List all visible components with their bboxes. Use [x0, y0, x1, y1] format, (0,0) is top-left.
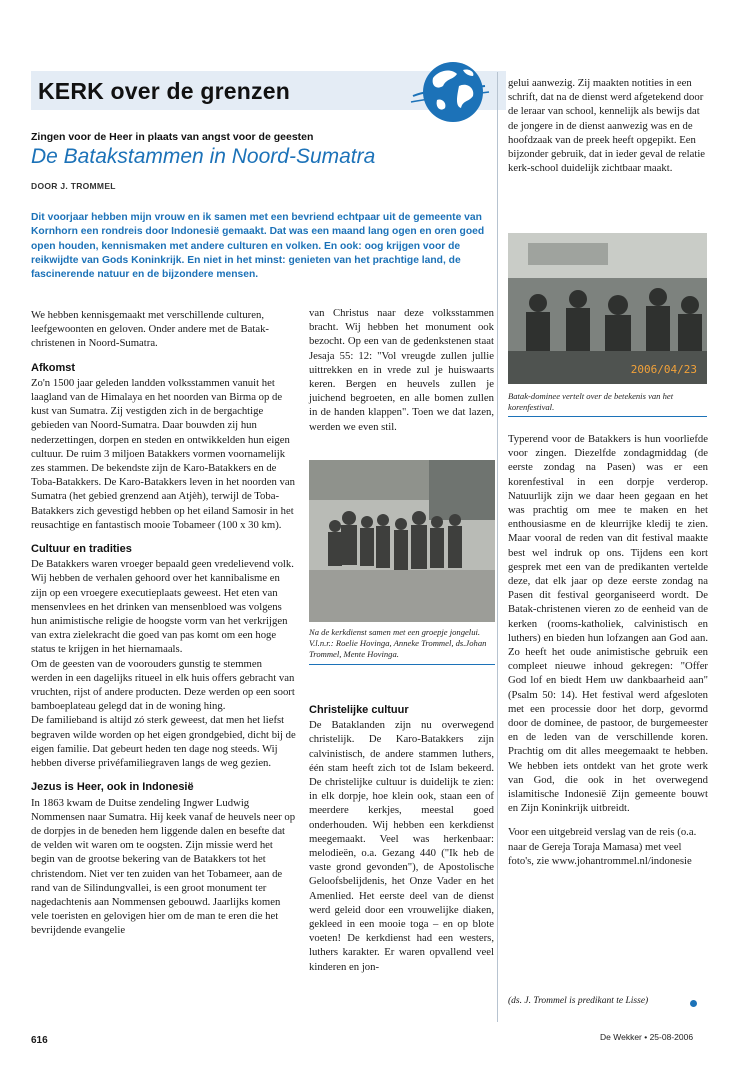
paragraph: gelui aanwezig. Zij maakten notities in een schrift, dat na de dienst werd afgetekend door de leraar van school, kennelijk als bewijs dat de jongere in de dienst aanwezig was en de hoofdzaak van de preek heeft opgepikt. Een bijzonder gebruik, dat in ieder geval de relatie kerk-school duidelijk zichtbaar maakt.	[508, 77, 706, 175]
paragraph: Zo'n 1500 jaar geleden landden volksstammen vanuit het laagland van de Himalaya en het noorden van Birma op de kust van Sumatra. Zij vestigden zich in de bergachtige gebieden van Noord-Sumatra. Daar bouwden zij hun nederzettingen, dorpen en steden en ontwikkelden hun eigen cultuur. De ruim 3 miljoen Batakkers vormen voornamelijk zes stammen. De bekendste zijn de Karo-Batakkers en de Toba-Batakkers. De Karo-Batakkers leven in het noorden van Sumatra (het gebied grenzend aan Atjèh), terwijl de Toba-Batakkers zich gevestigd hebben op het eiland Samosir in het reusachtige en fantastisch mooie Tobameer (100 x 30 km).	[31, 376, 295, 531]
paragraph: De Batakkers waren vroeger bepaald geen vredelievend volk. Wij hebben de verhalen gehoord over het kannibalisme en zijn op een vroegere executieplaats geweest. Het eten van mensenvlees en het drinken van mensenbloed was volgens hun animistische religie de hoogste vorm van het verkrijgen van extra zielekracht die goed van pas komt om een hoge status te krijgen in het hiernamaals.	[31, 558, 294, 656]
column-2-top	[309, 306, 494, 434]
column-3-bottom	[508, 432, 708, 868]
festival-photo	[508, 233, 707, 384]
column-1	[31, 308, 296, 938]
paragraph: De Bataklanden zijn nu overwegend christelijk. De Karo-Batakkers zijn calvinistisch, de andere stammen luthers, één stam heeft zich tot de Islam bekeerd. De christelijke cultuur is duidelijk te zien: in elk dorpje, hoe klein ook, staan een of meerdere kerkjes, meestal goed onderhouden. Wij hebben een kerkdienst meegemaakt. Veel was herkenbaar: melodieën, o.a. Gezang 440 ("Ik heb de vaste grond gevonden"), de Apostolische Geloofsbelijdenis, het Onze Vader en het Amenlied. Het eerste deel van de dienst werd geleid door een vrouwelijke diaken, gekleed in een mooie toga – en op blote voeten! De kerkdienst had een westers, luthers karakter. Er waren opvallend veel kinderen en jon-	[309, 719, 494, 973]
photo-date-stamp: 2006/04/23	[630, 363, 697, 376]
page-number: 616	[31, 1035, 48, 1046]
group-photo	[309, 460, 495, 622]
paragraph: Voor een uitgebreid verslag van de reis (o.a. naar de Gereja Toraja Mamasa) met veel foto's, zie www.johantrommel.nl/indonesie	[508, 826, 697, 867]
caption-text: Batak-dominee vertelt over de betekenis van het korenfestival.	[508, 391, 674, 413]
caption-rule	[309, 664, 495, 665]
publication-info: De Wekker • 25-08-2006	[600, 1032, 694, 1042]
subheading-christelijk: Christelijke cultuur	[309, 704, 409, 716]
caption-text: Na de kerkdienst samen met een groepje jongelui. V.l.n.r.: Roelie Hovinga, Anneke Trommel, ds.Johan Trommel, Mente Hovinga.	[309, 627, 487, 660]
column-2-bottom	[309, 703, 494, 974]
globe-icon	[407, 56, 493, 128]
caption-rule	[508, 416, 707, 417]
subheading-cultuur: Cultuur en tradities	[31, 543, 132, 556]
paragraph: Typerend voor de Batakkers is hun voorliefde voor zingen. Diezelfde zondagmiddag (de eerste zondag na Pasen) was er een korenfestival in een dorpje verderop. Natuurlijk zijn we daar heen gegaan en het was prachtig om mee te maken en het enthousiasme en de kleurrijke kledij te zien. Maar vooral de reden van dit festival maakte best wel indruk op ons. Tijdens een kort gesprek met een van de predikanten vertelde deze, dat elk jaar op deze eerste zondag na Pasen dit festival georganiseerd wordt. De Batak-christenen vieren zo de eenheid van de kerken (rooms-katholiek, calvinistisch en luthers) en bieden hun lofzangen aan God aan. Zo heeft het oude animistische gebruik een compleet nieuwe inhoud gekregen: "Offer God lof en biedt Hem uw dankbaarheid aan" (Psalm 50: 14). Het festival werd afgesloten met een processie door het dorp, gevormd door de dominee, de pastoor, de burgemeester en de leden van de verschillende koren. Prachtig om dit alles meegemaakt te hebben. We hebben iets ontdekt van het grote werk van God, die ook in het overwegend islamitische Indonesië Zijn gemeente bouwt en Zijn Koninkrijk uitbreidt.	[508, 433, 708, 815]
column-divider	[497, 72, 498, 1022]
article-byline: DOOR J. TROMMEL	[31, 181, 116, 191]
paragraph: Om de geesten van de voorouders gunstig te stemmen werden in een dagelijks ritueel in elk huis offers gebracht van vruchten, rijst of andere producten. Deze werden op een soort bamboeplateau gelegd dat in de woning hing.	[31, 657, 295, 713]
end-mark-icon	[690, 1000, 697, 1007]
author-note: (ds. J. Trommel is predikant te Lisse)	[508, 996, 649, 1006]
section-title: KERK over de grenzen	[38, 78, 290, 104]
group-photo-caption	[309, 627, 495, 665]
column-3-top	[508, 76, 708, 175]
festival-photo-caption	[508, 391, 707, 417]
paragraph: De familieband is altijd zó sterk geweest, dat men het liefst begraven wilde worden op het eigen grondgebied, dicht bij de eigen familie. Dat gebeurt heden ten dage nog steeds. Wij hebben diverse privéfamiliegraven langs de weg gezien.	[31, 714, 296, 770]
article-intro: Dit voorjaar hebben mijn vrouw en ik samen met een bevriend echtpaar uit de gemeente van Kornhorn een rondreis door Indonesië gemaakt. Dat was een maand lang ogen en oren goed open houden, kennismaken met andere culturen en volken. En ook: oog krijgen voor de reikwijdte van Gods Koninkrijk. En niet in het minst: genieten van het prachtige land, de fascinerende natuur en de bijzondere mensen.	[31, 212, 485, 281]
article-headline: De Batakstammen in Noord-Sumatra	[31, 145, 376, 168]
article-kicker: Zingen voor de Heer in plaats van angst voor de geesten	[31, 131, 314, 143]
paragraph: van Christus naar deze volksstammen bracht. Wij hebben het monument ook bezocht. Op een van de gedenkstenen staat Jesaja 55: 12: "Vol vreugde zullen jullie uittrekken en in vrede zul je huiswaarts keren. Bergen en heuvels zullen je juichend begroeten, en alle bomen zullen in de handen klappen". Toen we dat lazen, werden we even stil.	[309, 307, 494, 433]
subheading-jezus: Jezus is Heer, ook in Indonesië	[31, 781, 194, 794]
paragraph: In 1863 kwam de Duitse zendeling Ingwer Ludwig Nommensen naar Sumatra. Hij keek vanaf de heuvels neer op de dorpjes in de beneden hem liggende dalen en besefte dat de velden wit waren om te oogsten. Zijn missie werd het begin van de grootse bekering van de Batakkers tot het christendom. Niet ver ten zuiden van het Tobameer, aan de rand van de Silindungvallei, is een groot monument ter nagedachtenis aan Nommensen gebouwd. Jaarlijks komen vele toeristen en gelovigen hier om de man te eren die het bevrijdende evangelie	[31, 796, 296, 937]
subheading-afkomst: Afkomst	[31, 361, 76, 374]
paragraph: We hebben kennisgemaakt met verschillende culturen, leefgewoonten en geloven. Onder andere met de Batak-christenen in Noord-Sumatra.	[31, 309, 269, 350]
